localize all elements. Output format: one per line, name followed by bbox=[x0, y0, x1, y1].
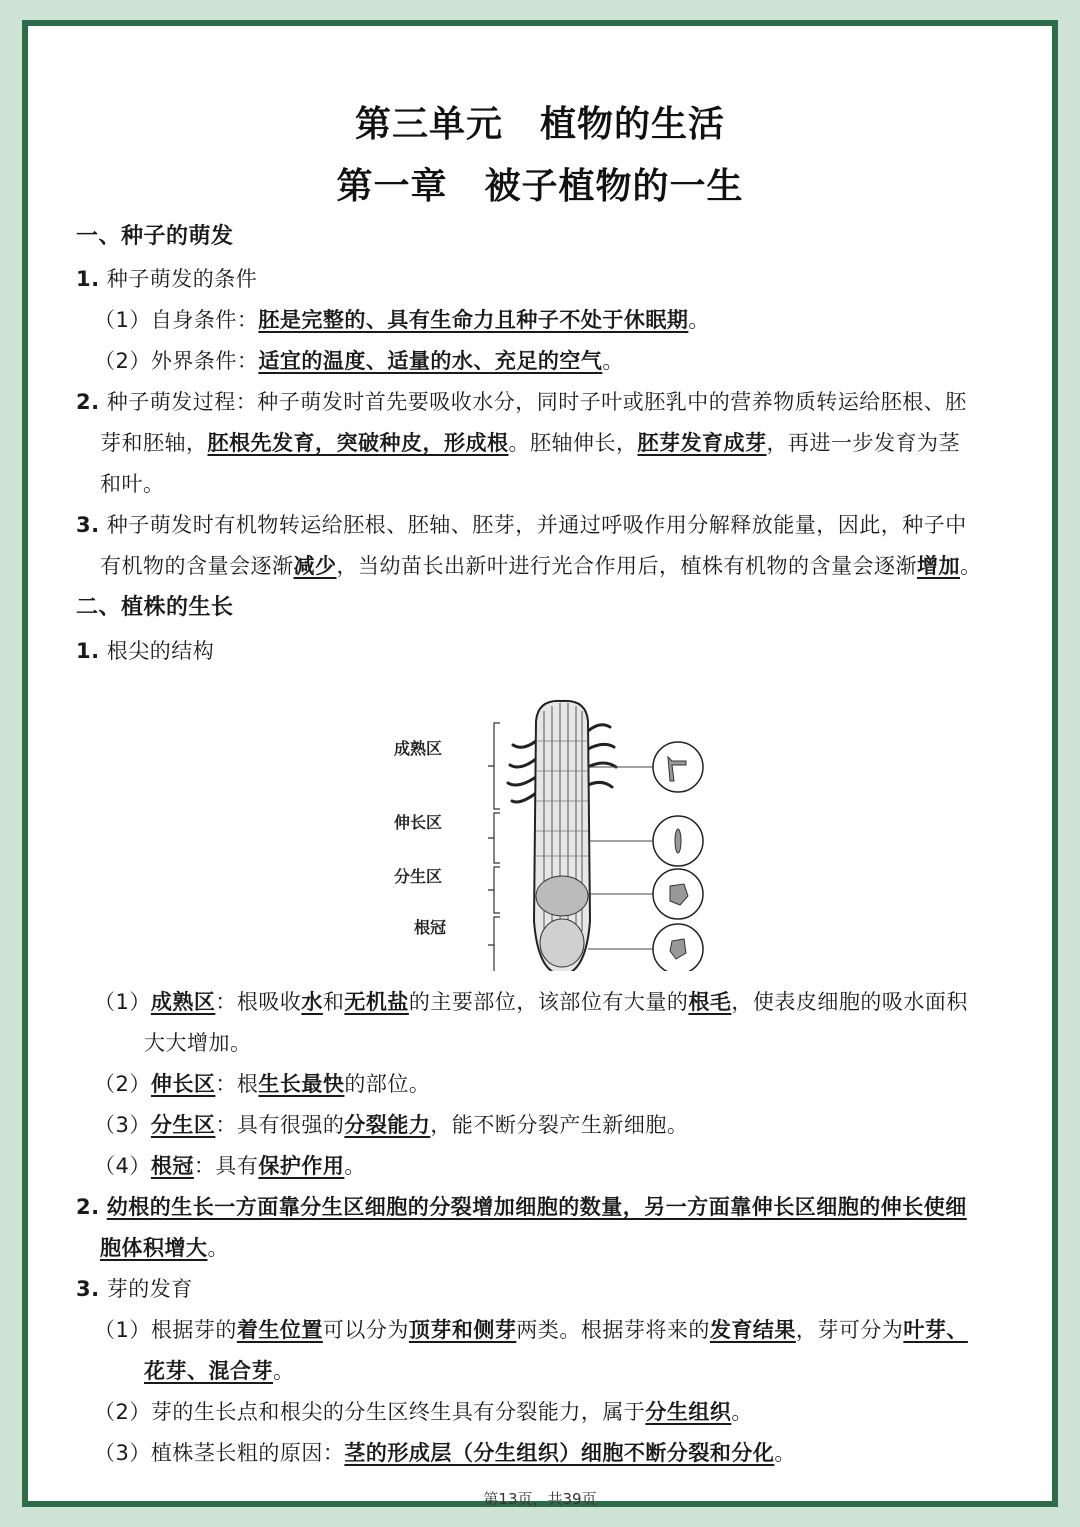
key-answer: 根冠 bbox=[150, 1154, 194, 1178]
sub-prefix: （3）植株茎长粗的原因： bbox=[94, 1441, 345, 1465]
text: 可以分为 bbox=[322, 1318, 409, 1342]
punct: 。 bbox=[688, 308, 710, 332]
s1-item1-sub1 bbox=[94, 305, 710, 335]
key-answer: 伸长区 bbox=[150, 1072, 216, 1096]
text: 的主要部位，该部位有大量的 bbox=[408, 990, 689, 1014]
key-answer: 成熟区 bbox=[150, 990, 216, 1014]
key-answer: 减少 bbox=[293, 554, 337, 578]
root-zone-1-line2: 大大增加。 bbox=[144, 1031, 252, 1055]
root-zone-1 bbox=[94, 987, 968, 1017]
text: 。 bbox=[960, 554, 982, 578]
key-answer: 胞体积增大 bbox=[100, 1236, 208, 1260]
punct: 。 bbox=[774, 1441, 796, 1465]
key-answer: 分裂能力 bbox=[344, 1113, 431, 1137]
item-text: 种子萌发过程：种子萌发时首先要吸收水分，同时子叶或胚乳中的营养物质转运给胚根、胚 bbox=[106, 390, 967, 414]
label-root-cap: 根冠 bbox=[414, 918, 447, 937]
page-frame bbox=[22, 20, 1058, 1507]
text: 两类。根据芽将来的 bbox=[516, 1318, 710, 1342]
text: 和 bbox=[322, 990, 345, 1014]
text: ：具有 bbox=[193, 1154, 259, 1178]
key-answer: 胚是完整的、具有生命力且种子不处于休眠期 bbox=[258, 308, 689, 332]
sub-prefix: （4） bbox=[94, 1154, 151, 1178]
s1-item3-line1 bbox=[76, 510, 967, 540]
item-text: 芽的发育 bbox=[106, 1277, 193, 1301]
key-answer: 分生区 bbox=[150, 1113, 216, 1137]
sub-prefix: （1）自身条件： bbox=[94, 308, 259, 332]
root-zone-2 bbox=[94, 1069, 430, 1099]
punct: 。 bbox=[731, 1400, 753, 1424]
key-answer: 幼根的生长一方面靠分生区细胞的分裂增加细胞的数量，另一方面靠伸长区细胞的伸长使细 bbox=[106, 1195, 967, 1219]
s2-item2-line2 bbox=[100, 1233, 229, 1263]
key-answer: 适宜的温度、适量的水、充足的空气 bbox=[258, 349, 603, 373]
key-answer: 胚芽发育成芽 bbox=[637, 431, 767, 455]
s2-item2-line1 bbox=[76, 1192, 967, 1222]
punct: 。 bbox=[273, 1359, 295, 1383]
item-number: 1. bbox=[76, 639, 100, 663]
key-answer: 叶芽、 bbox=[903, 1318, 968, 1342]
text: ，能不断分裂产生新细胞。 bbox=[430, 1113, 689, 1137]
chapter-title: 第一章 被子植物的一生 bbox=[336, 166, 744, 207]
item-text: 根尖的结构 bbox=[106, 639, 215, 663]
text: 。胚轴伸长， bbox=[508, 431, 638, 455]
key-answer: 胚根先发育，突破种皮，形成根 bbox=[207, 431, 509, 455]
bud-sub3 bbox=[94, 1438, 796, 1468]
item-number: 2. bbox=[76, 1195, 100, 1219]
label-meristem-zone: 分生区 bbox=[394, 867, 443, 886]
key-answer: 根毛 bbox=[688, 990, 732, 1014]
text: ，芽可分为 bbox=[795, 1318, 904, 1342]
text: ：具有很强的 bbox=[215, 1113, 345, 1137]
mature-cell-circle bbox=[653, 742, 703, 792]
root-zone-3 bbox=[94, 1110, 688, 1140]
text: 的部位。 bbox=[344, 1072, 431, 1096]
bracket-mature bbox=[488, 723, 500, 809]
key-answer: 保护作用 bbox=[258, 1154, 345, 1178]
text: 。 bbox=[344, 1154, 366, 1178]
key-answer: 生长最快 bbox=[258, 1072, 345, 1096]
key-answer: 增加 bbox=[917, 554, 960, 578]
bracket-cap bbox=[488, 917, 500, 971]
sub-prefix: （3） bbox=[94, 1113, 151, 1137]
section2-heading: 二、植株的生长 bbox=[76, 595, 234, 620]
key-answer: 分生组织 bbox=[645, 1400, 732, 1424]
s1-item2-line1 bbox=[76, 387, 967, 417]
bracket-elongation bbox=[488, 813, 500, 863]
text: ，当幼苗长出新叶进行光合作用后，植株有机物的含量会逐渐 bbox=[336, 554, 917, 578]
s2-item1 bbox=[76, 636, 214, 666]
key-answer: 着生位置 bbox=[236, 1318, 323, 1342]
s1-item3-line2 bbox=[100, 551, 982, 581]
text: 芽和胚轴， bbox=[100, 431, 208, 455]
sub-prefix: （2）外界条件： bbox=[94, 349, 259, 373]
item-number: 2. bbox=[76, 390, 100, 414]
s2-item3 bbox=[76, 1274, 193, 1304]
key-answer: 顶芽和侧芽 bbox=[408, 1318, 517, 1342]
bud-sub1 bbox=[94, 1315, 968, 1345]
bud-sub1-line2 bbox=[144, 1356, 295, 1386]
key-answer: 水 bbox=[301, 990, 323, 1014]
item-number: 3. bbox=[76, 1277, 100, 1301]
text: ：根 bbox=[215, 1072, 259, 1096]
s1-item2-line2 bbox=[100, 428, 960, 458]
punct: 。 bbox=[207, 1236, 229, 1260]
s1-item2-line3: 和叶。 bbox=[100, 472, 165, 496]
item-number: 1. bbox=[76, 267, 100, 291]
root-tip-diagram bbox=[388, 681, 708, 971]
text: 有机物的含量会逐渐 bbox=[100, 554, 294, 578]
item-text: 种子萌发时有机物转运给胚根、胚轴、胚芽，并通过呼吸作用分解释放能量，因此，种子中 bbox=[106, 513, 967, 537]
sub-prefix: （2） bbox=[94, 1072, 151, 1096]
item-text: 种子萌发的条件 bbox=[106, 267, 258, 291]
sub-prefix: （1） bbox=[94, 990, 151, 1014]
s1-item1-sub2 bbox=[94, 346, 624, 376]
bud-sub2 bbox=[94, 1397, 753, 1427]
text: ，再进一步发育为茎 bbox=[766, 431, 960, 455]
unit-title: 第三单元 植物的生活 bbox=[354, 104, 725, 145]
root-zone-4 bbox=[94, 1151, 366, 1181]
text: ，使表皮细胞的吸水面积 bbox=[731, 990, 968, 1014]
label-elongation-zone: 伸长区 bbox=[394, 813, 443, 832]
label-mature-zone: 成熟区 bbox=[394, 739, 443, 758]
section1-heading: 一、种子的萌发 bbox=[76, 224, 234, 249]
sub-prefix: （1）根据芽的 bbox=[94, 1318, 237, 1342]
item-number: 3. bbox=[76, 513, 100, 537]
bracket-meristem bbox=[488, 867, 500, 913]
key-answer: 茎的形成层（分生组织）细胞不断分裂和分化 bbox=[344, 1441, 775, 1465]
s1-item1 bbox=[76, 264, 257, 294]
key-answer: 花芽、混合芽 bbox=[144, 1359, 273, 1383]
punct: 。 bbox=[602, 349, 624, 373]
page-number: 第13页，共39页 bbox=[483, 1490, 597, 1508]
key-answer: 无机盐 bbox=[344, 990, 409, 1014]
key-answer: 发育结果 bbox=[709, 1318, 796, 1342]
sub-prefix: （2）芽的生长点和根尖的分生区终生具有分裂能力，属于 bbox=[94, 1400, 646, 1424]
text: ：根吸收 bbox=[215, 990, 302, 1014]
